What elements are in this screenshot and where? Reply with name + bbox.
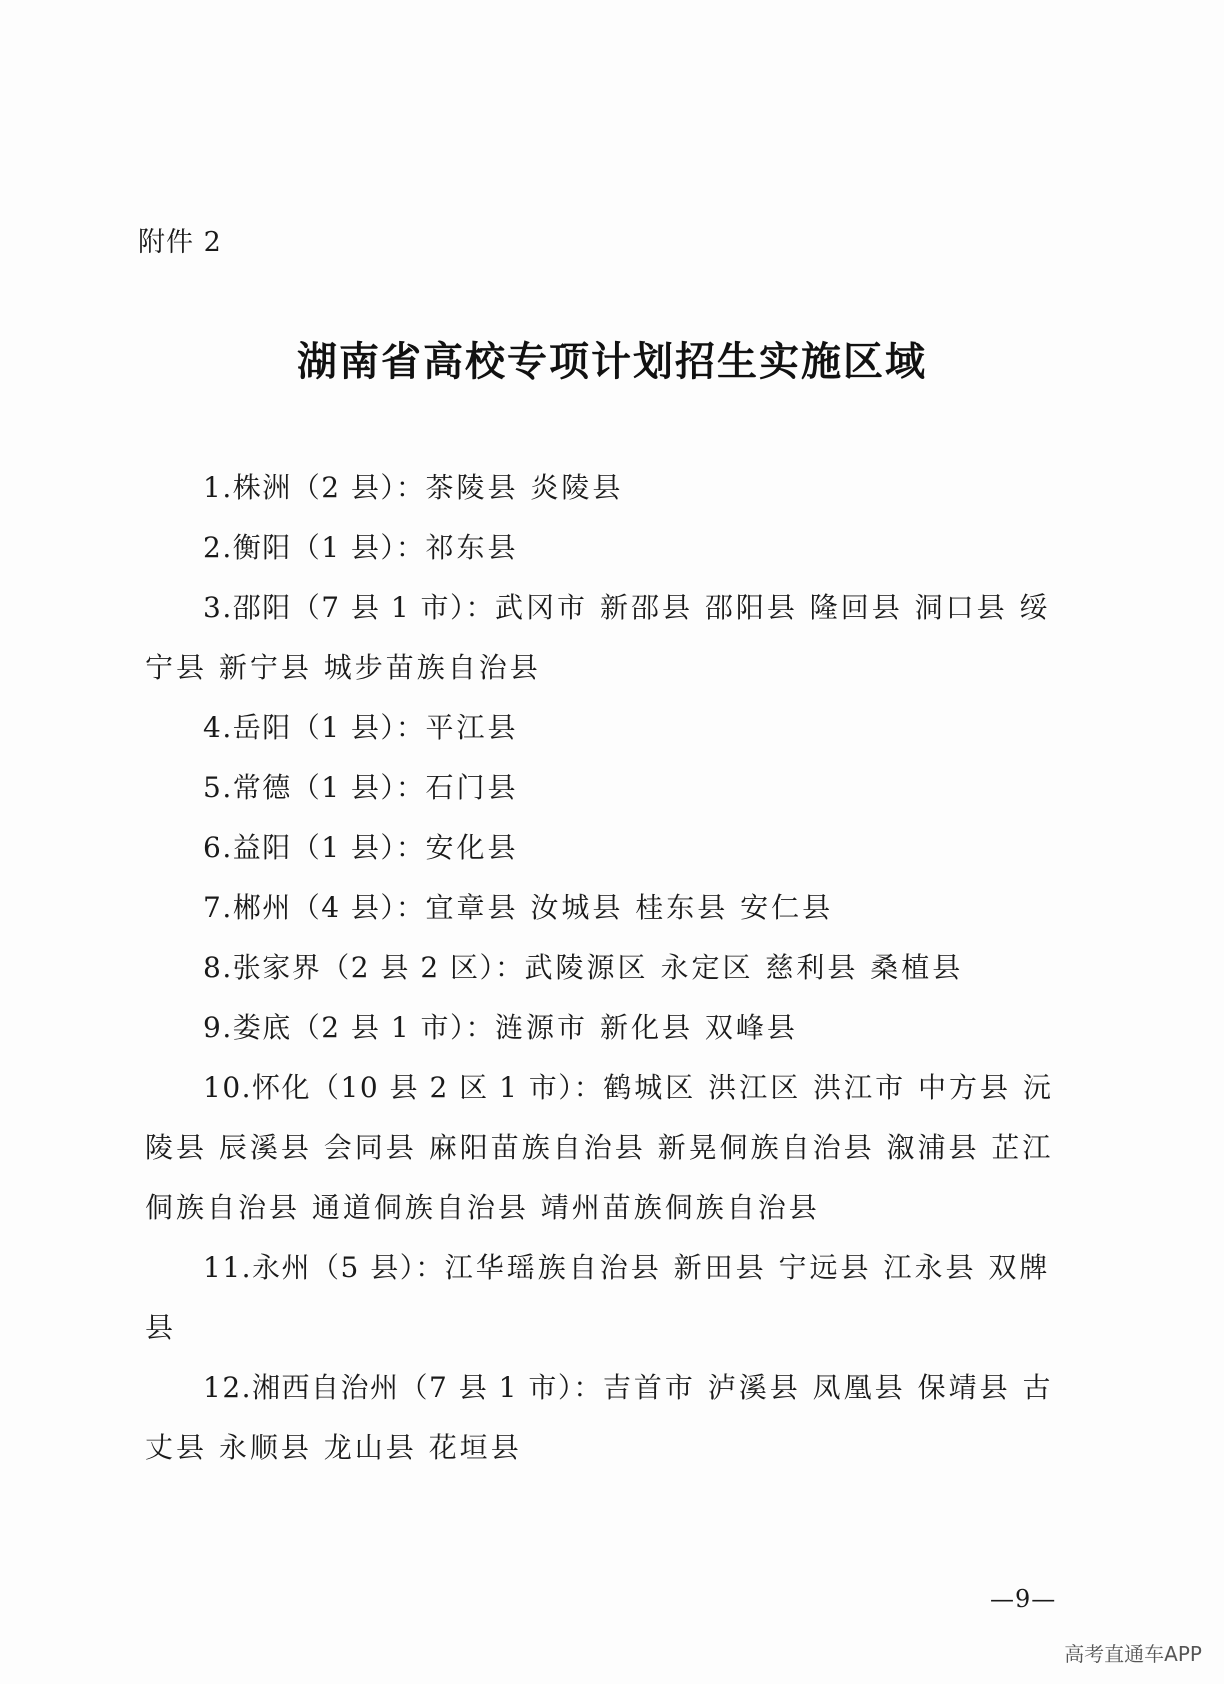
list-item [145, 758, 1075, 818]
region-counties: 安化县 [425, 831, 519, 864]
list-item [145, 698, 1075, 758]
list-item [145, 818, 1075, 878]
region-head: 10.怀化（10 县 2 区 1 市）： [203, 1071, 604, 1104]
watermark-text: 高考直通车APP [1064, 1642, 1202, 1666]
region-counties: 祁东县 [425, 531, 519, 564]
region-head: 9.娄底（2 县 1 市）： [203, 1011, 496, 1044]
region-counties: 宜章县 汝城县 桂东县 安仁县 [425, 891, 834, 924]
page-number: —9— [990, 1585, 1057, 1613]
region-counties: 武陵源区 永定区 慈利县 桑植县 [524, 951, 964, 984]
list-item [145, 1358, 1075, 1478]
region-counties: 江华瑶族自治县 新田县 宁远县 江永县 双牌县 [145, 1251, 1051, 1344]
region-list [145, 458, 1075, 1478]
region-counties: 涟源市 新化县 双峰县 [495, 1011, 798, 1044]
region-head: 6.益阳（1 县）： [203, 831, 426, 864]
region-counties: 吉首市 泸溪县 凤凰县 保靖县 古丈县 永顺县 龙山县 花垣县 [145, 1371, 1054, 1464]
attachment-label: 附件 2 [138, 227, 222, 258]
region-head: 8.张家界（2 县 2 区）： [203, 951, 525, 984]
region-head: 5.常德（1 县）： [203, 771, 426, 804]
list-item [145, 1238, 1075, 1358]
region-head: 1.株洲（2 县）： [203, 471, 426, 504]
list-item [145, 1058, 1075, 1238]
region-head: 12.湘西自治州（7 县 1 市）： [203, 1371, 603, 1404]
list-item [145, 878, 1075, 938]
region-head: 4.岳阳（1 县）： [203, 711, 426, 744]
region-counties: 石门县 [425, 771, 519, 804]
list-item [145, 578, 1075, 698]
region-head: 3.邵阳（7 县 1 市）： [203, 591, 496, 624]
region-counties: 武冈市 新邵县 邵阳县 隆回县 洞口县 绥宁县 新宁县 城步苗族自治县 [145, 591, 1051, 684]
region-head: 11.永州（5 县）： [203, 1251, 445, 1284]
region-head: 7.郴州（4 县）： [203, 891, 426, 924]
list-item [145, 938, 1075, 998]
list-item [145, 458, 1075, 518]
region-counties: 鹤城区 洪江区 洪江市 中方县 沅陵县 辰溪县 会同县 麻阳苗族自治县 新晃侗族自治县 溆浦县 芷江侗族自治县 通道侗族自治县 靖州苗族侗族自治县 [145, 1071, 1054, 1224]
region-counties: 茶陵县 炎陵县 [425, 471, 624, 504]
region-head: 2.衡阳（1 县）： [203, 531, 426, 564]
list-item [145, 998, 1075, 1058]
region-counties: 平江县 [425, 711, 519, 744]
list-item [145, 518, 1075, 578]
page-title: 湖南省高校专项计划招生实施区域 [297, 338, 927, 385]
